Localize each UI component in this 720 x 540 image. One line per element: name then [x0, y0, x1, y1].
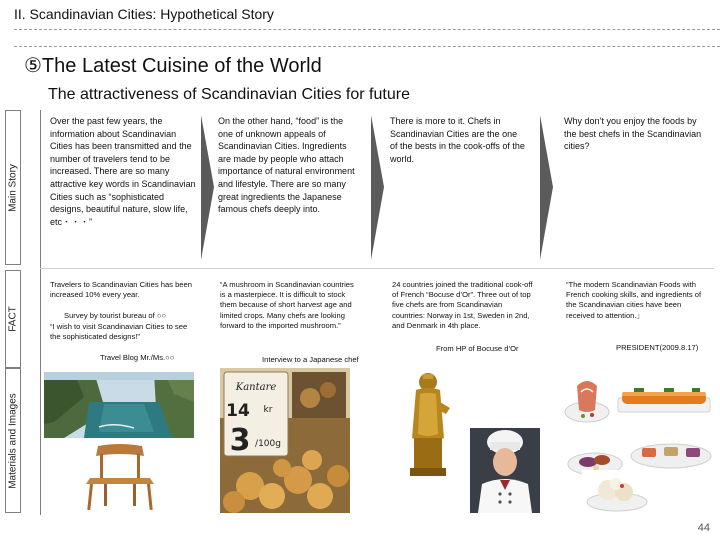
terrine-dish-image — [614, 378, 714, 422]
fact-3-text: 24 countries joined the traditional cook-off of French “Bocuse d’Or”. Three out of top five chefs are from Scandinavian countries: Norway in 1st, Sweden in 2nd, and Denmark in 4th place. — [392, 280, 533, 330]
market-sign-unit: kr — [263, 405, 273, 415]
row-label-fact: FACT — [5, 270, 21, 368]
fact-2-text: “A mushroom in Scandinavian countries is a masterpiece. It is difficult to stock them because of short harvest age and limited crops. Many chefs are looking forward to the imported mushroom.” — [220, 280, 354, 330]
section-title: II. Scandinavian Cities: Hypothetical Story — [14, 6, 274, 22]
tasting-plate-image — [628, 432, 714, 472]
mushroom-market-image — [220, 368, 350, 513]
fjord-landscape-image — [44, 372, 194, 438]
fact-1-text: Travelers to Scandinavian Cities has been increased 10% every year. — [50, 280, 192, 300]
bocuse-dor-trophy-image — [390, 368, 465, 478]
row-label-main-story: Main Story — [5, 110, 21, 265]
row-label-materials: Materials and Images — [5, 368, 21, 513]
story-column-1: Over the past few years, the information about Scandinavian Cities has been transmitted and the number of travelers tend to be increased. There are so many attractive key words in Scandinavian Cities such as “sophisticated designs, beautiful nature, slow life, etc・・・” — [50, 116, 196, 227]
page-number: 44 — [697, 522, 710, 534]
slide-subtitle: The attractiveness of Scandinavian Cities for future — [48, 86, 410, 103]
divider-top — [14, 29, 720, 30]
arrow-right-icon — [201, 115, 214, 260]
story-column-3: There is more to it. Chefs in Scandinavian Cities are the one of the bests in the cook-offs of the world. — [390, 116, 525, 164]
plated-dish-image — [563, 372, 611, 432]
market-sign-title: Kantare — [235, 382, 277, 393]
fact-1-blog: Travel Blog Mr./Ms.○○ — [100, 353, 175, 362]
arrow-right-icon — [540, 115, 553, 260]
content-left-border — [40, 110, 41, 515]
market-sign-price: 14 — [226, 401, 250, 421]
row-separator — [40, 268, 714, 269]
fact-4-text: “The modern Scandinavian Foods with French cooking skills, and ingredients of the Scandinavian cities have been received to attention.」 — [566, 280, 702, 320]
slide-title: ⑤The Latest Cuisine of the World — [24, 55, 322, 77]
fact-2-source: Interview to a Japanese chef — [262, 355, 359, 364]
divider-bottom — [14, 46, 720, 47]
fact-4-source: PRESIDENT(2009.8.17) — [616, 343, 699, 352]
fact-1-source: Survey by tourist bureau of ○○ — [64, 311, 167, 320]
fact-3-source: From HP of Bocuse d’Or — [436, 344, 519, 353]
dessert-dish-image — [582, 470, 652, 514]
arrow-right-icon — [371, 115, 384, 260]
story-column-2: On the other hand, “food” is the one of unknown appeals of Scandinavian Cities. Ingredients are made by people who attach importance of natural environment and lifestyle. There are so many great ingredients the Japanese famous chefs deeply into. — [218, 116, 355, 215]
chef-portrait-image — [470, 428, 540, 513]
wooden-chair-image — [60, 440, 180, 512]
fact-1-quote: “I wish to visit Scandinavian Cities to see the sophisticated designs!” — [50, 322, 188, 342]
story-column-4: Why don’t you enjoy the foods by the best chefs in the Scandinavian cities? — [564, 116, 702, 152]
market-sign-big: 3 — [229, 423, 251, 458]
market-sign-per: /100g — [255, 439, 281, 449]
